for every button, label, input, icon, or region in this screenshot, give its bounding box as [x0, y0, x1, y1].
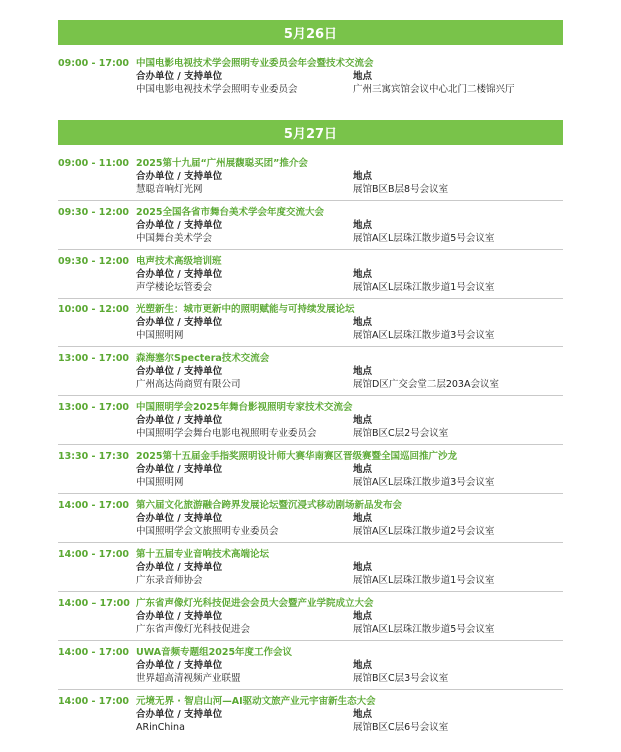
organizer-label: 合办单位 / 支持单位 — [136, 660, 223, 671]
event-title: 森海塞尔Spectera技术交流会 — [136, 353, 270, 364]
event-location: 展馆D区广交会堂二层203A会议室 — [353, 379, 499, 390]
location-label: 地点 — [353, 660, 373, 671]
organizer-label: 合办单位 / 支持单位 — [136, 709, 223, 720]
event-organizer: 中国舞台美术学会 — [136, 233, 213, 244]
organizer-label: 合办单位 / 支持单位 — [136, 562, 223, 573]
event-time: 13:00 - 17:00 — [58, 402, 130, 413]
event-divider — [58, 542, 563, 543]
location-label: 地点 — [353, 562, 373, 573]
event-divider — [58, 493, 563, 494]
event-item — [58, 57, 563, 96]
event-divider — [58, 249, 563, 250]
day-date: 5月26日 — [283, 27, 338, 42]
event-title: 中国电影电视技术学会照明专业委员会年会暨技术交流会 — [136, 58, 374, 69]
event-item — [58, 548, 563, 587]
event-divider — [58, 346, 563, 347]
location-label: 地点 — [353, 269, 373, 280]
event-item — [58, 646, 563, 685]
event-divider — [58, 200, 563, 201]
event-item — [58, 255, 563, 294]
event-organizer: 中国照明网 — [136, 330, 184, 341]
day-date: 5月27日 — [283, 127, 338, 142]
event-time: 14:00 - 17:00 — [58, 549, 130, 560]
location-label: 地点 — [353, 415, 373, 426]
event-divider — [58, 689, 563, 690]
event-title: 广东省声像灯光科技促进会会员大会暨产业学院成立大会 — [136, 598, 374, 609]
location-label: 地点 — [353, 220, 373, 231]
organizer-label: 合办单位 / 支持单位 — [136, 464, 223, 475]
event-location: 展馆B区C层2号会议室 — [353, 428, 449, 439]
day-header — [58, 20, 563, 45]
location-label: 地点 — [353, 513, 373, 524]
event-title: 2025第十五届金手指奖照明设计师大赛华南赛区晋级赛暨全国巡回推广沙龙 — [136, 451, 457, 462]
event-time: 14:00 - 17:00 — [58, 647, 130, 658]
event-title: 电声技术高级培训班 — [136, 256, 222, 267]
event-item — [58, 157, 563, 196]
event-organizer: 中国电影电视技术学会照明专业委员会 — [136, 84, 298, 95]
location-label: 地点 — [353, 171, 373, 182]
location-label: 地点 — [353, 71, 373, 82]
event-location: 展馆A区L层珠江散步道2号会议室 — [353, 526, 495, 537]
location-label: 地点 — [353, 709, 373, 720]
event-item — [58, 401, 563, 440]
event-time: 14:00 - 17:00 — [58, 500, 130, 511]
event-organizer: 慧聪音响灯光网 — [136, 184, 203, 195]
event-location: 展馆A区L层珠江散步道3号会议室 — [353, 330, 495, 341]
event-time: 14:00 – 17:00 — [58, 598, 130, 609]
event-title: 2025全国各省市舞台美术学会年度交流大会 — [136, 207, 324, 218]
event-time: 09:00 - 17:00 — [58, 58, 130, 69]
event-time: 09:00 - 11:00 — [58, 158, 130, 169]
event-location: 展馆A区L层珠江散步道1号会议室 — [353, 282, 495, 293]
event-organizer: 中国照明学会舞台电影电视照明专业委员会 — [136, 428, 317, 439]
event-item — [58, 303, 563, 342]
event-title: 中国照明学会2025年舞台影视照明专家技术交流会 — [136, 402, 353, 413]
event-time: 09:30 - 12:00 — [58, 207, 130, 218]
event-organizer: 广东省声像灯光科技促进会 — [136, 624, 251, 635]
organizer-label: 合办单位 / 支持单位 — [136, 415, 223, 426]
event-time: 09:30 - 12:00 — [58, 256, 130, 267]
event-item — [58, 206, 563, 245]
event-divider — [58, 298, 563, 299]
organizer-label: 合办单位 / 支持单位 — [136, 269, 223, 280]
event-divider — [58, 640, 563, 641]
event-item — [58, 499, 563, 538]
event-location: 展馆B区C层3号会议室 — [353, 673, 449, 684]
event-organizer: 广州高达尚商贸有限公司 — [136, 379, 241, 390]
organizer-label: 合办单位 / 支持单位 — [136, 513, 223, 524]
day-header — [58, 120, 563, 145]
event-time: 10:00 - 12:00 — [58, 304, 130, 315]
location-label: 地点 — [353, 464, 373, 475]
event-time: 13:30 - 17:30 — [58, 451, 130, 462]
event-title: 第六届文化旅游融合跨界发展论坛暨沉浸式移动剧场新品发布会 — [136, 500, 403, 511]
event-title: 2025第十九届“广州展馥聪买团”推介会 — [136, 158, 308, 169]
event-time: 13:00 - 17:00 — [58, 353, 130, 364]
event-title: 光塑新生：城市更新中的照明赋能与可持续发展论坛 — [136, 304, 355, 315]
event-location: 展馆B区B层8号会议室 — [353, 184, 449, 195]
organizer-label: 合办单位 / 支持单位 — [136, 220, 223, 231]
organizer-label: 合办单位 / 支持单位 — [136, 317, 223, 328]
event-divider — [58, 444, 563, 445]
event-time: 14:00 - 17:00 — [58, 696, 130, 707]
event-organizer: 世界超高清视频产业联盟 — [136, 673, 241, 684]
organizer-label: 合办单位 / 支持单位 — [136, 611, 223, 622]
event-location: 展馆B区C层6号会议室 — [353, 722, 449, 733]
event-item — [58, 450, 563, 489]
event-organizer: 中国照明网 — [136, 477, 184, 488]
event-location: 展馆A区L层珠江散步道3号会议室 — [353, 477, 495, 488]
organizer-label: 合办单位 / 支持单位 — [136, 171, 223, 182]
event-item — [58, 597, 563, 636]
event-title: 第十五届专业音响技术高端论坛 — [136, 549, 270, 560]
location-label: 地点 — [353, 317, 373, 328]
event-title: 元境无界 · 智启山河—AI驱动文旅产业元宇宙新生态大会 — [136, 696, 376, 707]
location-label: 地点 — [353, 611, 373, 622]
location-label: 地点 — [353, 366, 373, 377]
event-location: 展馆A区L层珠江散步道1号会议室 — [353, 575, 495, 586]
organizer-label: 合办单位 / 支持单位 — [136, 366, 223, 377]
event-item — [58, 352, 563, 391]
event-location: 展馆A区L层珠江散步道5号会议室 — [353, 233, 495, 244]
event-organizer: 声学楼论坛管委会 — [136, 282, 213, 293]
event-title: UWA音频专题组2025年度工作会议 — [136, 647, 293, 658]
event-divider — [58, 395, 563, 396]
organizer-label: 合办单位 / 支持单位 — [136, 71, 223, 82]
event-divider — [58, 591, 563, 592]
event-location: 展馆A区L层珠江散步道5号会议室 — [353, 624, 495, 635]
event-item — [58, 695, 563, 734]
event-location: 广州三寓宾馆会议中心北门二楼锦兴厅 — [353, 84, 515, 95]
event-organizer: 中国照明学会文旅照明专业委员会 — [136, 526, 279, 537]
event-organizer: ARinChina — [136, 722, 185, 733]
event-organizer: 广东录音师协会 — [136, 575, 203, 586]
